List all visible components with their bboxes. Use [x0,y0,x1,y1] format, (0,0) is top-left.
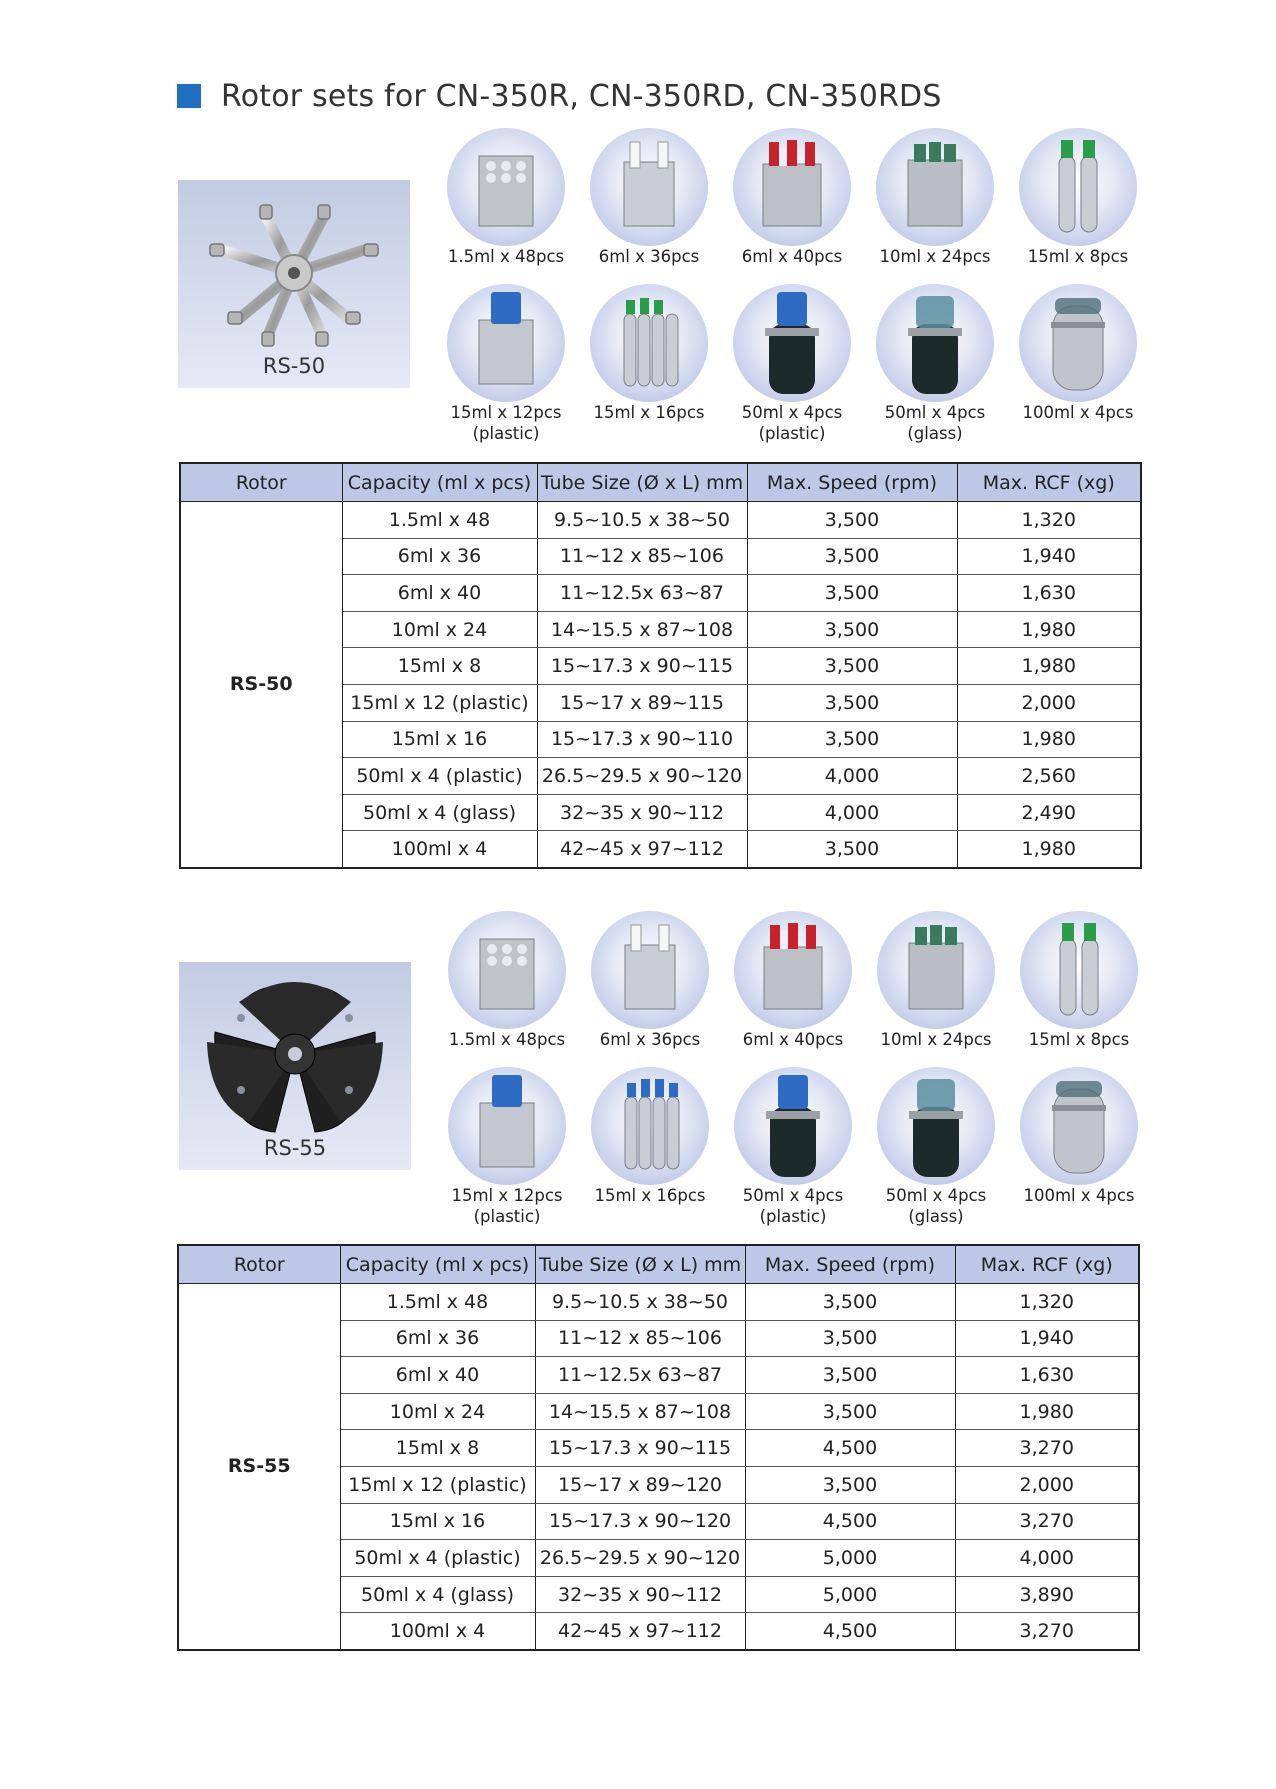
max-speed-cell: 3,500 [747,502,957,539]
tube-holder-icon [590,284,708,402]
max-rcf-cell: 3,270 [955,1503,1139,1540]
accessory-item [432,1067,582,1227]
accessory-caption-note: (plastic) [472,424,540,443]
max-rcf-cell: 1,320 [955,1284,1139,1321]
square-bucket-icon [590,128,708,246]
accessory-item [432,911,582,1050]
accessory-image [448,1067,566,1185]
accessory-image [590,128,708,246]
capacity-cell: 15ml x 12 (plastic) [342,684,537,721]
capacity-cell: 15ml x 16 [340,1503,535,1540]
tube-size-cell: 15~17 x 89~115 [537,684,747,721]
capacity-cell: 100ml x 4 [342,831,537,868]
tube-size-cell: 15~17.3 x 90~120 [535,1503,745,1540]
accessory-item [574,128,724,267]
table-row [180,502,1141,539]
accessory-caption: 15ml x 12pcs [451,1186,563,1205]
capacity-cell: 10ml x 24 [340,1393,535,1430]
spec-table-rs-55 [177,1244,1140,1651]
accessory-item [1004,1067,1154,1206]
max-rcf-cell: 2,000 [957,684,1141,721]
accessory-image [1020,911,1138,1029]
accessory-caption: 6ml x 40pcs [742,1030,844,1049]
capacity-cell: 6ml x 36 [340,1320,535,1357]
accessory-item [1004,911,1154,1050]
tube-size-cell: 14~15.5 x 87~108 [537,611,747,648]
accessory-item [575,1067,725,1206]
column-header-rotor: Rotor [180,463,342,502]
page-title: Rotor sets for CN-350R, CN-350RD, CN-350RDS [221,78,942,114]
max-speed-cell: 3,500 [745,1393,955,1430]
accessory-caption: 1.5ml x 48pcs [447,247,565,266]
max-rcf-cell: 2,000 [955,1466,1139,1503]
accessory-caption-note: (plastic) [759,1207,827,1226]
capacity-cell: 15ml x 12 (plastic) [340,1466,535,1503]
accessory-caption-note: (glass) [907,424,963,443]
accessory-caption: 10ml x 24pcs [879,247,991,266]
accessory-image [876,284,994,402]
max-rcf-cell: 1,980 [957,648,1141,685]
capacity-cell: 15ml x 8 [340,1430,535,1467]
square-bucket-icon [876,128,994,246]
accessory-caption: 50ml x 4pcs [741,403,843,422]
column-header-capacity: Capacity (ml x pcs) [340,1245,535,1284]
square-bucket-icon [591,911,709,1029]
square-bucket-icon [733,128,851,246]
capacity-cell: 1.5ml x 48 [340,1284,535,1321]
tube-size-cell: 42~45 x 97~112 [537,831,747,868]
capacity-cell: 15ml x 8 [342,648,537,685]
max-rcf-cell: 1,980 [957,721,1141,758]
accessory-item [860,128,1010,267]
max-speed-cell: 5,000 [745,1576,955,1613]
accessory-item [431,128,581,267]
capacity-cell: 10ml x 24 [342,611,537,648]
accessory-item [861,911,1011,1050]
accessory-caption-note: (glass) [908,1207,964,1226]
accessory-item [717,128,867,267]
accessory-caption: 15ml x 12pcs [450,403,562,422]
max-speed-cell: 3,500 [747,721,957,758]
capacity-cell: 6ml x 40 [340,1357,535,1394]
max-rcf-cell: 3,890 [955,1576,1139,1613]
max-rcf-cell: 4,000 [955,1540,1139,1577]
tube-size-cell: 11~12.5x 63~87 [537,575,747,612]
accessory-caption: 100ml x 4pcs [1022,403,1134,422]
accessory-image [876,128,994,246]
rotor-label: RS-55 [263,1136,327,1160]
tube-holder-icon [1020,911,1138,1029]
tube-size-cell: 26.5~29.5 x 90~120 [537,758,747,795]
max-rcf-cell: 1,980 [955,1393,1139,1430]
max-speed-cell: 3,500 [745,1357,955,1394]
accessory-image [877,1067,995,1185]
accessory-image [733,128,851,246]
capacity-cell: 50ml x 4 (glass) [342,794,537,831]
accessory-image [447,128,565,246]
capacity-cell: 50ml x 4 (plastic) [340,1540,535,1577]
accessory-caption-note: (plastic) [473,1207,541,1226]
max-rcf-cell: 1,630 [957,575,1141,612]
accessory-item [1003,284,1153,423]
accessory-caption: 15ml x 8pcs [1028,1030,1130,1049]
max-speed-cell: 4,000 [747,794,957,831]
table-header-row [178,1245,1139,1284]
table-header-row [180,463,1141,502]
accessory-image [1020,1067,1138,1185]
accessory-image [447,284,565,402]
square-bucket-icon [448,911,566,1029]
max-rcf-cell: 1,980 [957,831,1141,868]
column-header-max-speed: Max. Speed (rpm) [747,463,957,502]
round-bucket-icon [1019,284,1137,402]
tube-size-cell: 15~17.3 x 90~115 [537,648,747,685]
accessory-image [591,1067,709,1185]
tube-size-cell: 32~35 x 90~112 [535,1576,745,1613]
tube-size-cell: 15~17 x 89~120 [535,1466,745,1503]
rotor-photo-rs-50 [178,180,410,388]
accessory-image [733,284,851,402]
accessory-item [861,1067,1011,1227]
accessory-item [718,1067,868,1227]
square-bucket-icon [448,1067,566,1185]
tube-size-cell: 26.5~29.5 x 90~120 [535,1540,745,1577]
capacity-cell: 50ml x 4 (glass) [340,1576,535,1613]
accessory-caption: 15ml x 8pcs [1027,247,1129,266]
max-speed-cell: 3,500 [747,538,957,575]
max-rcf-cell: 3,270 [955,1430,1139,1467]
tube-size-cell: 14~15.5 x 87~108 [535,1393,745,1430]
accessory-caption: 15ml x 16pcs [593,403,705,422]
max-speed-cell: 5,000 [745,1540,955,1577]
accessory-caption: 15ml x 16pcs [594,1186,706,1205]
accessory-image [590,284,708,402]
title-square-icon [177,84,201,108]
max-speed-cell: 4,500 [745,1430,955,1467]
max-rcf-cell: 1,940 [957,538,1141,575]
capacity-cell: 50ml x 4 (plastic) [342,758,537,795]
accessory-item [718,911,868,1050]
square-bucket-icon [447,284,565,402]
accessory-image [877,911,995,1029]
accessory-caption: 1.5ml x 48pcs [448,1030,566,1049]
column-header-max-rcf: Max. RCF (xg) [957,463,1141,502]
column-header-tube-size: Tube Size (Ø x L) mm [535,1245,745,1284]
max-rcf-cell: 1,940 [955,1320,1139,1357]
accessory-item [860,284,1010,444]
accessory-item [431,284,581,444]
accessory-caption: 50ml x 4pcs [742,1186,844,1205]
accessory-item [1003,128,1153,267]
tube-size-cell: 9.5~10.5 x 38~50 [537,502,747,539]
round-bucket-icon [877,1067,995,1185]
max-rcf-cell: 2,490 [957,794,1141,831]
capacity-cell: 15ml x 16 [342,721,537,758]
capacity-cell: 100ml x 4 [340,1613,535,1650]
accessory-caption: 50ml x 4pcs [885,1186,987,1205]
max-speed-cell: 4,500 [745,1503,955,1540]
accessory-caption: 6ml x 36pcs [598,247,700,266]
max-speed-cell: 3,500 [745,1320,955,1357]
round-bucket-icon [876,284,994,402]
accessory-caption: 100ml x 4pcs [1023,1186,1135,1205]
max-rcf-cell: 1,980 [957,611,1141,648]
column-header-capacity: Capacity (ml x pcs) [342,463,537,502]
spec-table-rs-50 [179,462,1142,869]
round-bucket-icon [734,1067,852,1185]
max-speed-cell: 3,500 [745,1284,955,1321]
tube-size-cell: 11~12 x 85~106 [535,1320,745,1357]
accessory-item [717,284,867,444]
max-speed-cell: 3,500 [747,611,957,648]
accessory-item [575,911,725,1050]
max-rcf-cell: 1,630 [955,1357,1139,1394]
max-rcf-cell: 2,560 [957,758,1141,795]
tube-size-cell: 15~17.3 x 90~115 [535,1430,745,1467]
table-row [178,1284,1139,1321]
capacity-cell: 6ml x 36 [342,538,537,575]
capacity-cell: 1.5ml x 48 [342,502,537,539]
max-speed-cell: 3,500 [747,831,957,868]
tube-size-cell: 9.5~10.5 x 38~50 [535,1284,745,1321]
rotor-name-cell: RS-50 [180,502,342,868]
accessory-image [591,911,709,1029]
accessory-image [1019,128,1137,246]
rotor-name-cell: RS-55 [178,1284,340,1650]
tube-size-cell: 11~12.5x 63~87 [535,1357,745,1394]
tube-size-cell: 11~12 x 85~106 [537,538,747,575]
capacity-cell: 6ml x 40 [342,575,537,612]
tube-size-cell: 15~17.3 x 90~110 [537,721,747,758]
page-header [177,74,942,118]
tube-holder-icon [591,1067,709,1185]
accessory-image [734,1067,852,1185]
max-speed-cell: 4,500 [745,1613,955,1650]
round-bucket-icon [733,284,851,402]
round-bucket-icon [1020,1067,1138,1185]
max-speed-cell: 4,000 [747,758,957,795]
max-speed-cell: 3,500 [745,1466,955,1503]
accessory-caption-note: (plastic) [758,424,826,443]
accessory-image [1019,284,1137,402]
column-header-max-speed: Max. Speed (rpm) [745,1245,955,1284]
square-bucket-icon [734,911,852,1029]
accessory-image [448,911,566,1029]
max-speed-cell: 3,500 [747,684,957,721]
square-bucket-icon [447,128,565,246]
accessory-caption: 10ml x 24pcs [880,1030,992,1049]
max-speed-cell: 3,500 [747,648,957,685]
max-rcf-cell: 3,270 [955,1613,1139,1650]
square-bucket-icon [877,911,995,1029]
rotor-label: RS-50 [262,354,326,378]
tube-holder-icon [1019,128,1137,246]
tube-size-cell: 32~35 x 90~112 [537,794,747,831]
accessory-item [574,284,724,423]
column-header-rotor: Rotor [178,1245,340,1284]
rotor-photo-rs-55 [179,962,411,1170]
max-rcf-cell: 1,320 [957,502,1141,539]
column-header-max-rcf: Max. RCF (xg) [955,1245,1139,1284]
tube-size-cell: 42~45 x 97~112 [535,1613,745,1650]
max-speed-cell: 3,500 [747,575,957,612]
accessory-caption: 6ml x 36pcs [599,1030,701,1049]
column-header-tube-size: Tube Size (Ø x L) mm [537,463,747,502]
accessory-caption: 50ml x 4pcs [884,403,986,422]
accessory-image [734,911,852,1029]
accessory-caption: 6ml x 40pcs [741,247,843,266]
